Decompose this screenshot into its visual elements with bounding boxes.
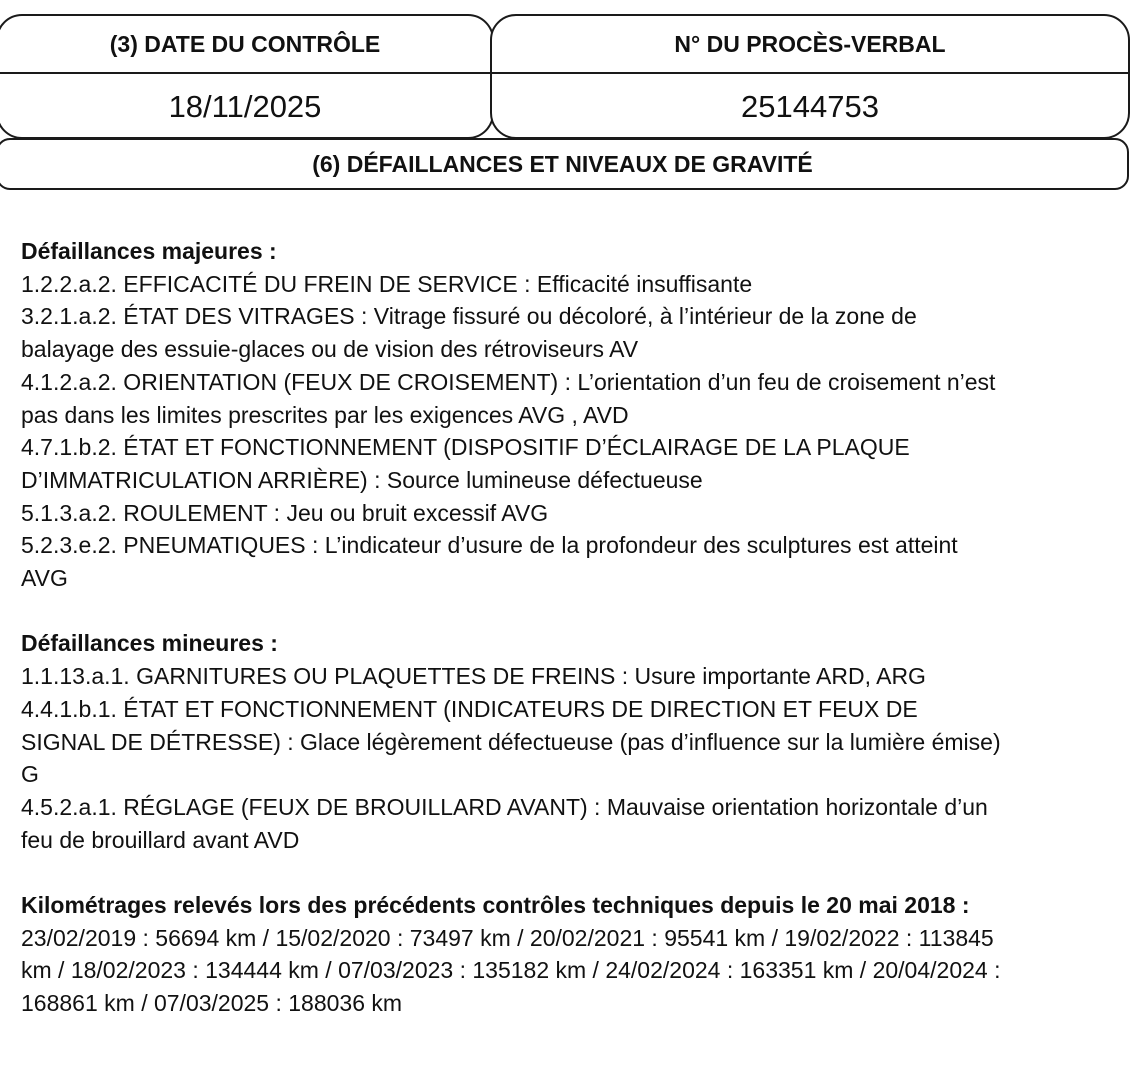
minor-defects-section <box>21 627 1001 856</box>
defects-content <box>21 235 1001 1053</box>
major-defect-item: 5.2.3.e.2. PNEUMATIQUES : L’indicateur d’usure de la profondeur des sculptures est atteint AVG <box>21 532 958 592</box>
major-defect-item: 4.1.2.a.2. ORIENTATION (FEUX DE CROISEMENT) : L’orientation d’un feu de croisement n’est pas dans les limites prescrites par les exigences AVG , AVD <box>21 368 996 428</box>
control-date-value: 18/11/2025 <box>168 88 322 124</box>
mileage-history-text: 23/02/2019 : 56694 km / 15/02/2020 : 73497 km / 20/02/2021 : 95541 km / 19/02/2022 : 113845 km / 18/02/2023 : 134444 km / 07/03/2023 : 135182 km / 24/02/2024 : 163351 km / 20/04/2024 : 168861 km / 07/03/2025 : 188036 km <box>21 924 1001 1017</box>
report-number-label: N° DU PROCÈS-VERBAL <box>492 16 1128 74</box>
control-date-box <box>0 14 494 139</box>
minor-defect-item: 4.4.1.b.1. ÉTAT ET FONCTIONNEMENT (INDICATEURS DE DIRECTION ET FEUX DE SIGNAL DE DÉTRESSE) : Glace légèrement défectueuse (pas d’influence sur la lumière émise) G <box>21 695 1001 788</box>
report-number-box <box>490 14 1130 139</box>
major-defect-item: 1.2.2.a.2. EFFICACITÉ DU FREIN DE SERVICE : Efficacité insuffisante <box>21 270 753 297</box>
defects-header-label: (6) DÉFAILLANCES ET NIVEAUX DE GRAVITÉ <box>312 150 813 177</box>
major-defects-title: Défaillances majeures : <box>21 238 277 264</box>
major-defect-item: 4.7.1.b.2. ÉTAT ET FONCTIONNEMENT (DISPOSITIF D’ÉCLAIRAGE DE LA PLAQUE D’IMMATRICULATION ARRIÈRE) : Source lumineuse défectueuse <box>21 434 910 493</box>
major-defects-section <box>21 235 1001 595</box>
report-number-value: 25144753 <box>741 88 879 124</box>
major-defect-item: 5.1.3.a.2. ROULEMENT : Jeu ou bruit excessif AVG <box>21 499 549 526</box>
control-date-label: (3) DATE DU CONTRÔLE <box>0 16 492 74</box>
major-defect-item: 3.2.1.a.2. ÉTAT DES VITRAGES : Vitrage fissuré ou décoloré, à l’intérieur de la zone de balayage des essuie-glaces ou de vision des rétroviseurs AV <box>21 303 917 363</box>
mileage-history-title: Kilométrages relevés lors des précédents contrôles techniques depuis le 20 mai 2018 : <box>21 892 970 919</box>
minor-defect-item: 4.5.2.a.1. RÉGLAGE (FEUX DE BROUILLARD AVANT) : Mauvaise orientation horizontale d’un feu de brouillard avant AVD <box>21 793 988 853</box>
defects-header-box <box>0 138 1129 190</box>
minor-defects-title: Défaillances mineures : <box>21 630 278 657</box>
minor-defect-item: 1.1.13.a.1. GARNITURES OU PLAQUETTES DE FREINS : Usure importante ARD, ARG <box>21 663 926 690</box>
mileage-history-section <box>21 889 1001 1020</box>
